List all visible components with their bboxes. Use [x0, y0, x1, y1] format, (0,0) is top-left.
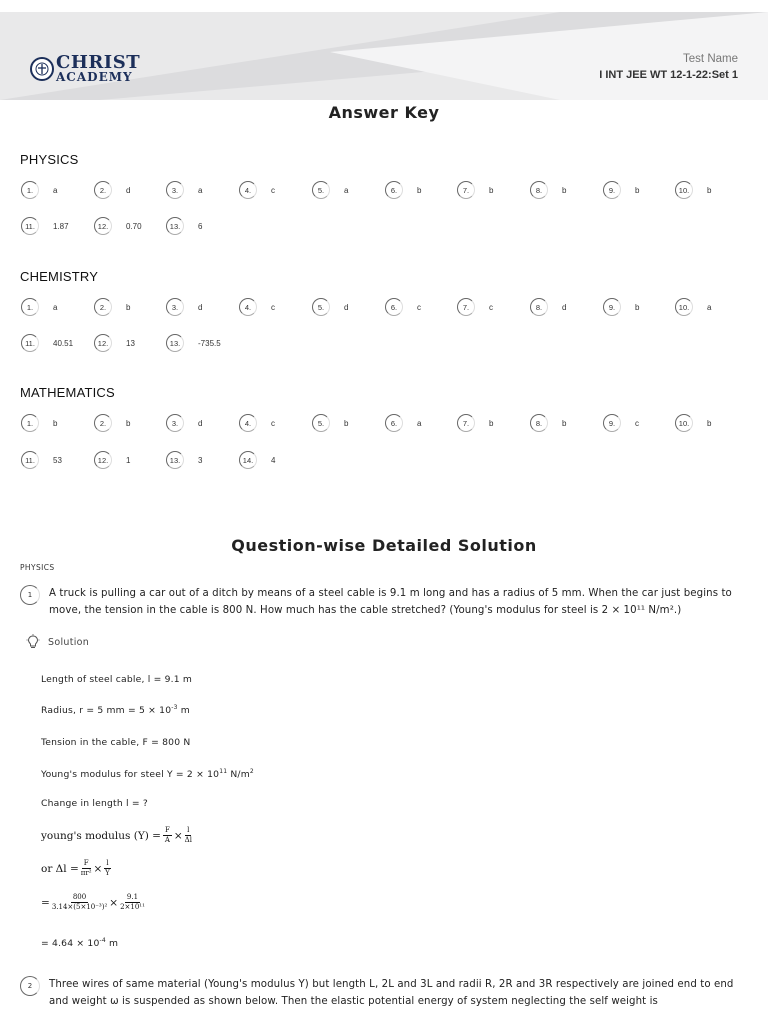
question-number-badge: 11. [21, 217, 39, 235]
solution-line-unknown: Change in length l = ? [41, 798, 148, 809]
answer-value: b [344, 418, 349, 428]
answer-item [385, 297, 421, 317]
answer-value: c [271, 418, 275, 428]
answer-value: b [562, 418, 567, 428]
answer-value: 4 [271, 455, 276, 465]
question-number-badge: 1. [21, 181, 39, 199]
question-number-badge: 12. [94, 334, 112, 352]
answer-value: d [198, 418, 203, 428]
question-number-badge: 4. [239, 414, 257, 432]
answer-item [530, 180, 566, 200]
answer-value: c [417, 302, 421, 312]
question-number-badge: 5. [312, 298, 330, 316]
answer-item [603, 413, 639, 433]
section-title-mathematics: MATHEMATICS [20, 385, 115, 400]
answer-key-title: Answer Key [328, 103, 440, 122]
question-number-badge: 8. [530, 414, 548, 432]
answer-value: a [53, 302, 58, 312]
answer-value: b [489, 418, 494, 428]
answer-item [675, 413, 711, 433]
answer-value: c [271, 185, 275, 195]
answer-item [385, 413, 421, 433]
question-number-badge: 4. [239, 181, 257, 199]
christ-academy-logo [30, 54, 140, 83]
question-number-badge: 2. [94, 414, 112, 432]
answer-value: 3 [198, 455, 203, 465]
answer-item [675, 297, 711, 317]
answer-value: b [126, 418, 131, 428]
answer-value: 1 [126, 455, 131, 465]
answer-value: b [417, 185, 422, 195]
solution-line-tension: Tension in the cable, F = 800 N [41, 737, 191, 748]
answer-value: 53 [53, 455, 62, 465]
question-number-badge: 2. [94, 298, 112, 316]
question-number-badge: 4. [239, 298, 257, 316]
answer-item [94, 216, 142, 236]
answer-value: a [344, 185, 349, 195]
academy-seal-icon [30, 57, 54, 81]
question-2 [20, 976, 745, 1010]
answer-item [239, 297, 275, 317]
question-1 [20, 585, 745, 619]
answer-value: b [635, 302, 640, 312]
answer-item [166, 333, 221, 353]
answer-item [166, 450, 202, 470]
answer-item [21, 333, 73, 353]
answer-item [166, 297, 202, 317]
answer-item [94, 297, 130, 317]
answer-item [166, 216, 202, 236]
answer-value: a [198, 185, 203, 195]
question-number-badge: 1. [21, 414, 39, 432]
answer-value: b [53, 418, 58, 428]
test-name-value: I INT JEE WT 12-1-22:Set 1 [599, 69, 738, 81]
question-number-badge: 7. [457, 298, 475, 316]
section-title-chemistry: CHEMISTRY [20, 269, 99, 284]
question-number-badge: 6. [385, 181, 403, 199]
answer-value: a [707, 302, 712, 312]
question-number-badge: 5. [312, 414, 330, 432]
test-info [599, 53, 738, 81]
answer-value: c [489, 302, 493, 312]
question-number-badge: 9. [603, 414, 621, 432]
question-number-badge: 13. [166, 451, 184, 469]
answer-item [457, 180, 493, 200]
solution-result: = $4.64 \times 10^{-4}$ m [41, 937, 119, 950]
answer-item [94, 180, 130, 200]
question-number-badge: 6. [385, 298, 403, 316]
answer-value: b [635, 185, 640, 195]
answer-value: a [53, 185, 58, 195]
answer-item [239, 180, 275, 200]
question-number-badge: 7. [457, 414, 475, 432]
answer-item [21, 216, 69, 236]
answer-value: 1.87 [53, 221, 69, 231]
answer-item [530, 413, 566, 433]
answer-item [94, 413, 130, 433]
question-number-badge: 12. [94, 217, 112, 235]
equation-substitution: = $\frac{800}{\text{3.14×(5×10⁻³)²}}$ × $\frac{9.1}{\text{2×10¹¹}}$ [41, 893, 145, 911]
question-number-badge: 7. [457, 181, 475, 199]
question-number-badge: 8. [530, 298, 548, 316]
question-number-badge: 1. [21, 298, 39, 316]
answer-item [21, 297, 57, 317]
answer-value: 40.51 [53, 338, 74, 348]
question-number-badge: 9. [603, 298, 621, 316]
question-number-badge: 1 [20, 585, 40, 605]
question-text: A truck is pulling a car out of a ditch by means of a steel cable is 9.1 m long and has a radius of 5 mm. When the car just begins to move, the tension in the cable is 800 N. How much has the cable stretched? (Young's modulus for steel is 2 × 10¹¹ N/m².) [49, 588, 732, 616]
answer-item [239, 450, 275, 470]
answer-item [312, 297, 348, 317]
answer-value: d [126, 185, 131, 195]
answer-value: 0.70 [126, 221, 142, 231]
solutions-subject-label: PHYSICS [20, 563, 55, 572]
answer-value: b [489, 185, 494, 195]
section-title-physics: PHYSICS [20, 152, 79, 167]
question-number-badge: 9. [603, 181, 621, 199]
test-name-label: Test Name [683, 53, 738, 65]
answer-item [675, 180, 711, 200]
solution-line-youngs-modulus: Young's modulus for steel $Y = 2 \times 10^{11}$ $N/m^2$ [41, 768, 254, 781]
answer-item [166, 413, 202, 433]
question-number-badge: 14. [239, 451, 257, 469]
answer-value: d [562, 302, 567, 312]
question-number-badge: 2. [94, 181, 112, 199]
page-header [0, 12, 768, 100]
answer-item [94, 450, 130, 470]
question-number-badge: 2 [20, 976, 40, 996]
answer-item [603, 180, 639, 200]
answer-value: c [635, 418, 639, 428]
answer-item [457, 413, 493, 433]
answer-item [94, 333, 135, 353]
answer-item [312, 180, 348, 200]
answer-item [166, 180, 202, 200]
question-number-badge: 3. [166, 181, 184, 199]
answer-item [21, 450, 62, 470]
question-number-badge: 11. [21, 334, 39, 352]
question-text: Three wires of same material (Young's modulus Y) but length L, 2L and 3L and radii R, 2R and 3R respectively are joined end to end and weight ω is suspended as shown below. Then the elastic potential energy of system neglecting the self weight is [49, 979, 734, 1007]
answer-value: b [707, 185, 712, 195]
question-number-badge: 10. [675, 181, 693, 199]
equation-delta-l: or Δl = $\frac{F}{\text{πr²}}$ × $\frac{l}{Y}$ [41, 859, 110, 877]
answer-value: b [707, 418, 712, 428]
logo-text-line1: CHRIST [56, 52, 141, 73]
question-number-badge: 13. [166, 217, 184, 235]
answer-item [21, 180, 57, 200]
question-number-badge: 11. [21, 451, 39, 469]
solution-label: Solution [48, 636, 90, 648]
question-number-badge: 5. [312, 181, 330, 199]
answer-item [385, 180, 421, 200]
answer-item [530, 297, 566, 317]
lightbulb-icon [26, 634, 40, 650]
question-number-badge: 3. [166, 298, 184, 316]
answer-value: 13 [126, 338, 135, 348]
answer-item [603, 297, 639, 317]
logo-text-line2: ACADEMY [56, 70, 133, 84]
question-number-badge: 3. [166, 414, 184, 432]
answer-item [21, 413, 57, 433]
question-number-badge: 8. [530, 181, 548, 199]
answer-value: d [198, 302, 203, 312]
answer-item [312, 413, 348, 433]
solution-line-length: Length of steel cable, l = 9.1 m [41, 674, 193, 685]
answer-item [457, 297, 493, 317]
answer-value: c [271, 302, 275, 312]
question-number-badge: 6. [385, 414, 403, 432]
solution-toggle[interactable] [26, 634, 89, 650]
answer-value: a [417, 418, 422, 428]
question-number-badge: 10. [675, 298, 693, 316]
answer-value: d [344, 302, 349, 312]
question-number-badge: 12. [94, 451, 112, 469]
question-number-badge: 10. [675, 414, 693, 432]
answer-item [239, 413, 275, 433]
answer-value: b [126, 302, 131, 312]
solutions-title: Question-wise Detailed Solution [231, 536, 537, 555]
answer-value: -735.5 [198, 338, 221, 348]
solution-line-radius: Radius, r = 5 mm = $5 \times 10^{-3}$ m [41, 704, 190, 717]
question-number-badge: 13. [166, 334, 184, 352]
answer-value: b [562, 185, 567, 195]
equation-youngs-modulus: young's modulus (Y) = $\frac{F}{A}$ × $\frac{l}{\Delta l}$ [41, 826, 192, 844]
answer-value: 6 [198, 221, 203, 231]
